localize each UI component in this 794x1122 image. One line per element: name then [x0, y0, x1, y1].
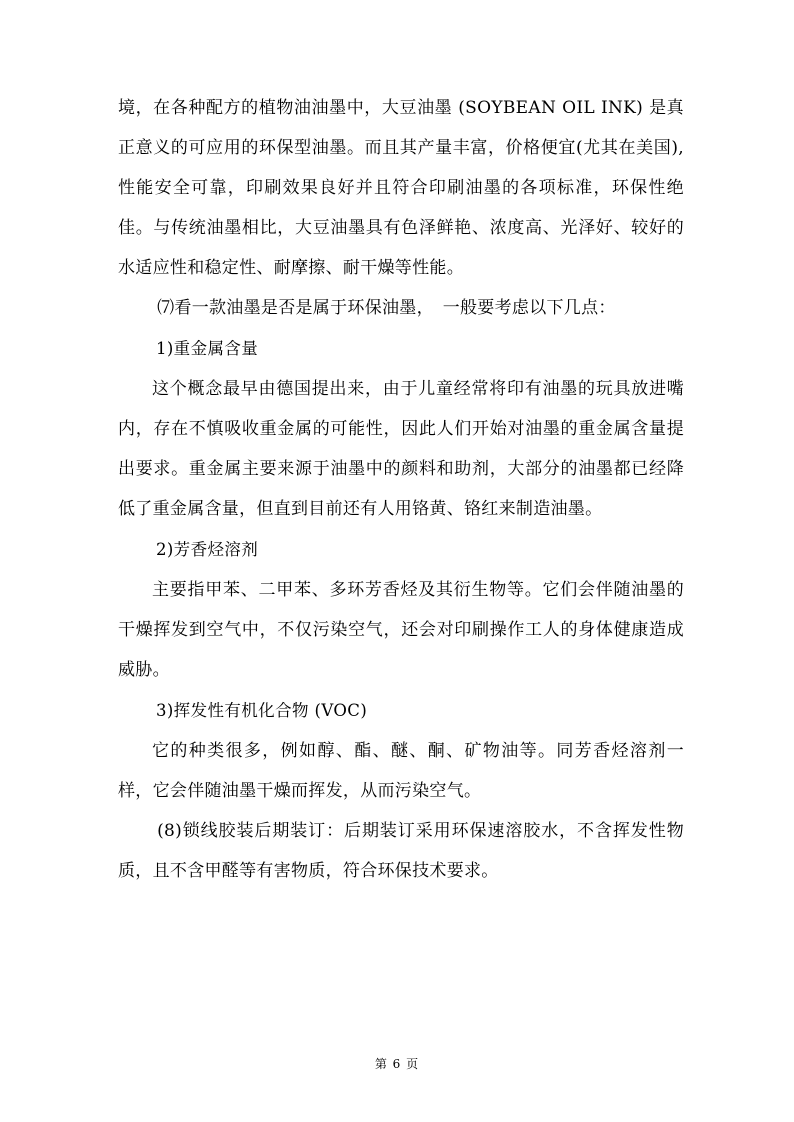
- page-number: 第 6 页: [374, 1057, 420, 1071]
- paragraph-aromatic-solvent: 主要指甲苯、二甲苯、多环芳香烃及其衍生物等。它们会伴随油墨的干燥挥发到空气中，不仅污染空气，还会对印刷操作工人的身体健康造成威胁。: [118, 580, 684, 680]
- paragraph-voc: 它的种类很多，例如醇、酯、醚、酮、矿物油等。同芳香烃溶剂一样，它会伴随油墨干燥而挥发，从而污染空气。: [118, 741, 684, 801]
- heading-aromatic-solvent: 2)芳香烃溶剂: [155, 540, 259, 559]
- heading-heavy-metal: 1)重金属含量: [155, 339, 259, 358]
- paragraph-soybean-ink: 境，在各种配方的植物油油墨中，大豆油墨 (SOYBEAN OIL INK) 是真正意义的可应用的环保型油墨。而且其产量丰富，价格便宜(尤其在美国), 性能安全可靠，印刷效果良好并且符合印刷油墨的各项标准，环保性绝佳。与传统油墨相比，大豆油墨具有色泽鲜艳、浓度高、光泽好、较好的水适应性和稳定性、耐摩擦、耐干燥等性能。: [118, 98, 684, 278]
- document-body: [118, 88, 684, 891]
- paragraph-eco-ink-criteria: ⑺看一款油墨是否是属于环保油墨， 一般要考虑以下几点：: [157, 298, 616, 318]
- paragraph-binding: (8)锁线胶装后期装订：后期装订采用环保速溶胶水，不含挥发性物质，且不含甲醛等有害物质，符合环保技术要求。: [118, 821, 684, 881]
- paragraph-heavy-metal: 这个概念最早由德国提出来，由于儿童经常将印有油墨的玩具放进嘴内，存在不慎吸收重金属的可能性，因此人们开始对油墨的重金属含量提出要求。重金属主要来源于油墨中的颜料和助剂，大部分的油墨都已经降低了重金属含量，但直到目前还有人用铬黄、铬红来制造油墨。: [118, 379, 684, 519]
- heading-voc: 3)挥发性有机化合物 (VOC): [155, 701, 368, 720]
